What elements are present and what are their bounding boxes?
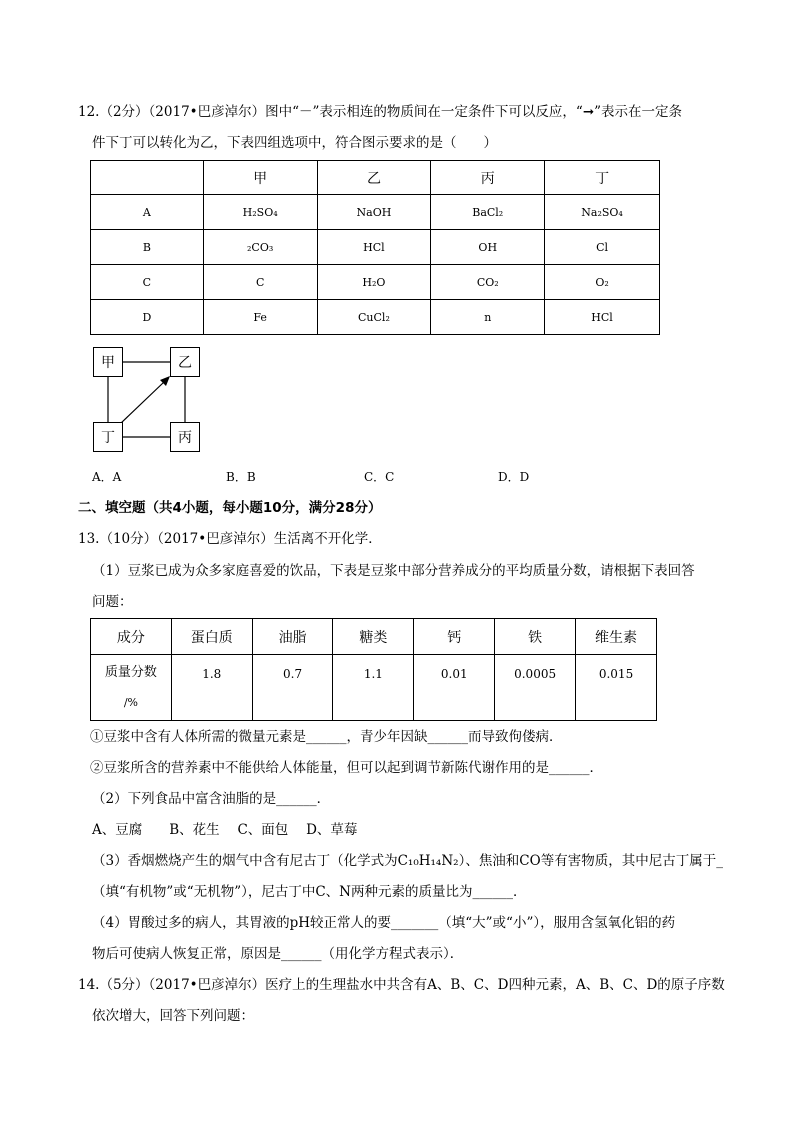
- table-cell: Cl: [545, 230, 660, 265]
- table-cell: OH: [431, 230, 545, 265]
- q13-part3-line1: （3）香烟燃烧产生的烟气中含有尼古丁（化学式为C₁₀H₁₄N₂）、焦油和CO等有害物质，其中尼古丁属于_: [92, 853, 723, 869]
- table-cell: ₂CO₃: [203, 230, 317, 265]
- header-cell: 钙: [414, 619, 495, 655]
- q13-sub2: ②豆浆所含的营养素中不能供给人体能量，但可以起到调节新陈代谢作用的是______．: [90, 760, 603, 776]
- header-cell: 乙: [317, 161, 431, 195]
- table-cell: 0.0005: [495, 655, 576, 721]
- row-label-line2: /%: [123, 695, 138, 709]
- table-cell: A: [91, 195, 204, 230]
- header-cell: 铁: [495, 619, 576, 655]
- table-cell: 1.1: [333, 655, 414, 721]
- nutrition-table: [90, 618, 657, 721]
- option-d: D．D: [498, 470, 530, 484]
- header-cell: 糖类: [333, 619, 414, 655]
- table-cell: Na₂SO₄: [545, 195, 660, 230]
- reaction-diagram: [90, 344, 210, 454]
- q12-stem-line1: 12.（2分）（2017•巴彦淖尔）图中“－”表示相连的物质间在一定条件下可以反应，“➞”表示在一定条: [78, 104, 683, 120]
- table-header-row: [91, 161, 660, 195]
- q12-stem-line2: 件下丁可以转化为乙，下表四组选项中，符合图示要求的是（ ）: [92, 135, 497, 151]
- header-cell: 油脂: [252, 619, 333, 655]
- table-cell: H₂SO₄: [203, 195, 317, 230]
- table-cell: 0.01: [414, 655, 495, 721]
- table-cell: HCl: [545, 300, 660, 335]
- header-cell: 成分: [91, 619, 172, 655]
- diagram-box-jia: 甲: [93, 347, 123, 377]
- table-cell: n: [431, 300, 545, 335]
- header-cell: 蛋白质: [171, 619, 252, 655]
- q13-part1-line1: （1）豆浆已成为众多家庭喜爱的饮品，下表是豆浆中部分营养成分的平均质量分数，请根据下表回答: [92, 563, 695, 579]
- header-cell: 甲: [203, 161, 317, 195]
- q13-part3-line2: （填“有机物”或“无机物”），尼古丁中C、N两种元素的质量比为______．: [92, 884, 527, 900]
- q13-part2: （2）下列食品中富含油脂的是______．: [92, 791, 331, 807]
- diagram-box-yi: 乙: [170, 347, 200, 377]
- header-cell: 维生素: [576, 619, 657, 655]
- q13-part4-line1: （4）胃酸过多的病人，其胃液的pH较正常人的要_______（填“大”或“小”），服用含氢氧化铝的药: [92, 915, 676, 931]
- q13-part1-line2: 问题：: [92, 594, 133, 610]
- header-cell: 丁: [545, 161, 660, 195]
- q13-part4-line2: 物后可使病人恢复正常，原因是______（用化学方程式表示）．: [92, 946, 464, 962]
- row-label-line1: 质量分数: [104, 664, 157, 680]
- header-cell: 丙: [431, 161, 545, 195]
- diagram-box-bing: 丙: [170, 422, 200, 452]
- table-cell: H₂O: [317, 265, 431, 300]
- table-cell: NaOH: [317, 195, 431, 230]
- table-row: [91, 230, 660, 265]
- q13-stem: 13.（10分）（2017•巴彦淖尔）生活离不开化学．: [78, 531, 382, 547]
- q12-options-table: [90, 160, 660, 335]
- table-cell: Fe: [203, 300, 317, 335]
- table-cell: BaCl₂: [431, 195, 545, 230]
- table-cell: O₂: [545, 265, 660, 300]
- q14-stem-line1: 14.（5分）（2017•巴彦淖尔）医疗上的生理盐水中共含有A、B、C、D四种元素，A、B、C、D的原子序数: [78, 977, 725, 993]
- table-cell: C: [91, 265, 204, 300]
- table-header-row: [91, 619, 657, 655]
- row-label-cell: [91, 655, 172, 721]
- table-cell: CO₂: [431, 265, 545, 300]
- table-cell: 0.015: [576, 655, 657, 721]
- table-row: [91, 195, 660, 230]
- option-b: B．B: [226, 470, 256, 484]
- option-c: C．C: [364, 470, 395, 484]
- table-cell: C: [203, 265, 317, 300]
- table-cell: CuCl₂: [317, 300, 431, 335]
- table-cell: D: [91, 300, 204, 335]
- diagram-box-ding: 丁: [93, 422, 123, 452]
- q14-stem-line2: 依次增大，回答下列问题：: [92, 1008, 254, 1024]
- option-a: A．A: [92, 470, 122, 484]
- table-row: [91, 655, 657, 721]
- table-cell: HCl: [317, 230, 431, 265]
- section-title: 二、填空题（共4小题，每小题10分，满分28分）: [78, 500, 382, 516]
- table-row: [91, 300, 660, 335]
- q13-sub1: ①豆浆中含有人体所需的微量元素是______，青少年因缺______而导致佝偻病．: [90, 729, 563, 745]
- q13-part2-options: A、豆腐 B、花生 C、面包 D、草莓: [92, 822, 358, 838]
- table-cell: 1.8: [171, 655, 252, 721]
- table-row: [91, 265, 660, 300]
- table-cell: B: [91, 230, 204, 265]
- header-cell: [91, 161, 204, 195]
- table-cell: 0.7: [252, 655, 333, 721]
